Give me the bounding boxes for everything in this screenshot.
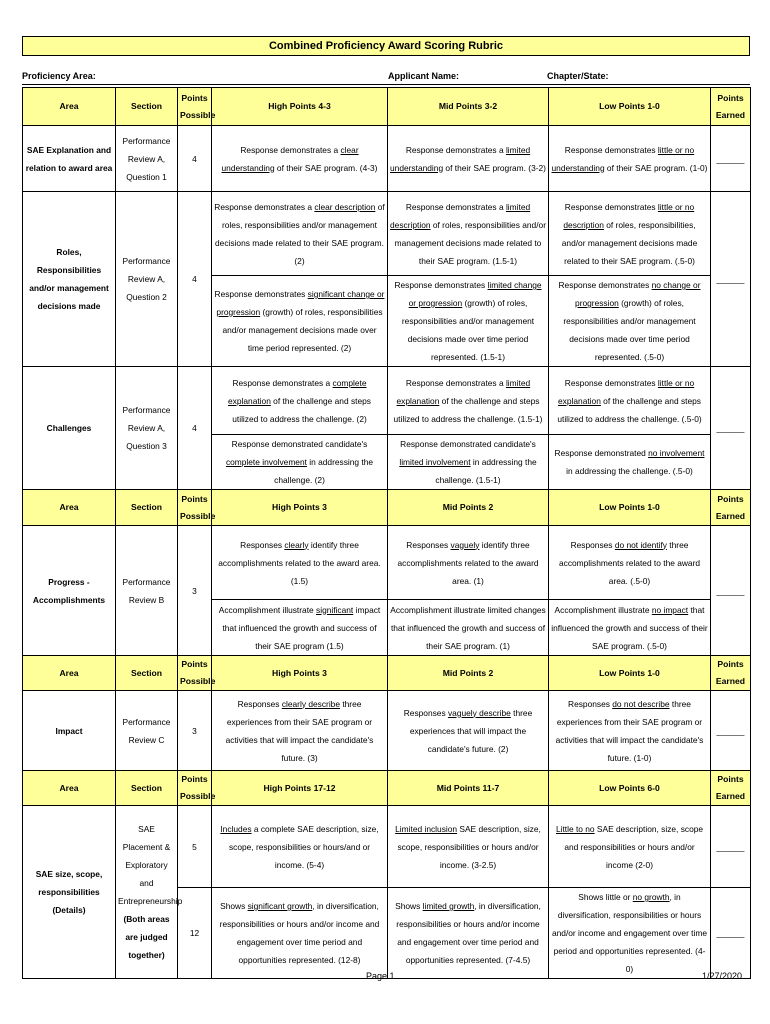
table-row	[23, 806, 751, 888]
high-criteria: Includes a complete SAE description, size, scope, responsibilities or hours/and or income. (5-4)	[212, 806, 388, 888]
header-divider	[22, 84, 750, 85]
section-header: Section	[116, 656, 178, 691]
low-points-header: Low Points 6-0	[549, 771, 711, 806]
low-criteria: Response demonstrated no involvement in addressing the challenge. (.5-0)	[549, 435, 711, 490]
high-criteria: Responses clearly describe three experiences from their SAE program or activities that will impact the candidate's future. (3)	[212, 691, 388, 771]
section-cell: Performance Review A, Question 2	[116, 192, 178, 367]
section-cell: Performance Review A, Question 1	[116, 126, 178, 192]
section-cell: Performance Review C	[116, 691, 178, 771]
points-earned-blank[interactable]: ______	[711, 126, 751, 192]
points-earned-header: Points Earned	[711, 656, 751, 691]
points-possible-cell: 12	[178, 888, 212, 979]
section-header-row	[23, 88, 751, 126]
low-criteria: Accomplishment illustrate no impact that influenced the growth and success of their SAE program. (.5-0)	[549, 600, 711, 656]
mid-points-header: Mid Points 11-7	[388, 771, 549, 806]
low-criteria: Little to no SAE description, size, scope and responsibilities or hours and/or income (2-0)	[549, 806, 711, 888]
low-criteria: Response demonstrates little or no description of roles, responsibilities, and/or management decisions made related to their SAE program. (.5-0)	[549, 192, 711, 276]
area-cell: Roles, Responsibilities and/or management decisions made	[23, 192, 116, 367]
high-points-header: High Points 3	[212, 656, 388, 691]
points-possible-cell: 5	[178, 806, 212, 888]
high-criteria: Shows significant growth, in diversification, responsibilities or hours and/or income and engagement over time period and opportunities represented. (12-8)	[212, 888, 388, 979]
table-row	[23, 367, 751, 435]
area-cell: SAE Explanation and relation to award area	[23, 126, 116, 192]
section-header-row	[23, 771, 751, 806]
mid-points-header: Mid Points 3-2	[388, 88, 549, 126]
low-points-header: Low Points 1-0	[549, 490, 711, 526]
high-criteria: Responses clearly identify three accomplishments related to the award area. (1.5)	[212, 526, 388, 600]
area-cell: Progress - Accomplishments	[23, 526, 116, 656]
high-criteria: Response demonstrates a clear description of roles, responsibilities and/or management decisions made related to their SAE program. (2)	[212, 192, 388, 276]
points-earned-header: Points Earned	[711, 771, 751, 806]
table-row	[23, 526, 751, 600]
section-header-row	[23, 490, 751, 526]
mid-criteria: Response demonstrates a limited understanding of their SAE program. (3-2)	[388, 126, 549, 192]
points-possible-cell: 4	[178, 192, 212, 367]
mid-criteria: Response demonstrates a limited description of roles, responsibilities and/or management decisions made related to their SAE program. (1.5-1)	[388, 192, 549, 276]
points-earned-blank[interactable]: ______	[711, 888, 751, 979]
proficiency-area-label: Proficiency Area:	[22, 71, 96, 81]
section-header-row	[23, 656, 751, 691]
section-cell: Performance Review A, Question 3	[116, 367, 178, 490]
points-possible-header: Points Possible	[178, 656, 212, 691]
points-possible-header: Points Possible	[178, 490, 212, 526]
area-header: Area	[23, 656, 116, 691]
section-cell: Performance Review B	[116, 526, 178, 656]
area-cell: Challenges	[23, 367, 116, 490]
area-cell: Impact	[23, 691, 116, 771]
low-criteria: Responses do not describe three experiences from their SAE program or activities that will impact the candidate's future. (1-0)	[549, 691, 711, 771]
points-possible-header: Points Possible	[178, 88, 212, 126]
mid-criteria: Accomplishment illustrate limited changes that influenced the growth and success of their SAE program. (1)	[388, 600, 549, 656]
mid-criteria: Shows limited growth, in diversification, responsibilities or hours and/or income and engagement over time period and opportunities represented. (7-4.5)	[388, 888, 549, 979]
low-points-header: Low Points 1-0	[549, 656, 711, 691]
section-cell: SAE Placement & Exploratory and Entrepreneurship (Both areas are judged together)	[116, 806, 178, 979]
mid-points-header: Mid Points 2	[388, 490, 549, 526]
high-criteria: Response demonstrated candidate's complete involvement in addressing the challenge. (2)	[212, 435, 388, 490]
mid-criteria: Responses vaguely identify three accomplishments related to the award area. (1)	[388, 526, 549, 600]
mid-criteria: Response demonstrates a limited explanation of the challenge and steps utilized to address the challenge. (1.5-1)	[388, 367, 549, 435]
points-earned-blank[interactable]: ______	[711, 526, 751, 656]
points-earned-blank[interactable]: ______	[711, 192, 751, 367]
points-earned-blank[interactable]: ______	[711, 367, 751, 490]
low-criteria: Response demonstrates no change or progression (growth) of roles, responsibilities and/or management decisions made over time period represented. (.5-0)	[549, 276, 711, 367]
high-criteria: Response demonstrates a complete explanation of the challenge and steps utilized to address the challenge. (2)	[212, 367, 388, 435]
points-earned-header: Points Earned	[711, 88, 751, 126]
section-header: Section	[116, 490, 178, 526]
mid-points-header: Mid Points 2	[388, 656, 549, 691]
page-number: Page 1	[366, 971, 395, 981]
chapter-state-label: Chapter/State:	[547, 71, 609, 81]
high-criteria: Response demonstrates significant change or progression (growth) of roles, responsibilities and/or management decisions made over time period represented. (2)	[212, 276, 388, 367]
points-possible-cell: 3	[178, 526, 212, 656]
mid-criteria: Limited inclusion SAE description, size, scope, responsibilities or hours and/or income. (3-2.5)	[388, 806, 549, 888]
area-header: Area	[23, 88, 116, 126]
footer-date: 1/27/2020	[702, 971, 743, 981]
page-title: Combined Proficiency Award Scoring Rubric	[22, 36, 750, 56]
points-possible-cell: 3	[178, 691, 212, 771]
area-header: Area	[23, 771, 116, 806]
rubric-table	[22, 87, 751, 979]
section-header: Section	[116, 88, 178, 126]
table-row	[23, 126, 751, 192]
points-possible-header: Points Possible	[178, 771, 212, 806]
low-points-header: Low Points 1-0	[549, 88, 711, 126]
mid-criteria: Response demonstrates limited change or progression (growth) of roles, responsibilities and/or management decisions made over time period represented. (1.5-1)	[388, 276, 549, 367]
low-criteria: Response demonstrates little or no explanation of the challenge and steps utilized to address the challenge. (.5-0)	[549, 367, 711, 435]
high-points-header: High Points 4-3	[212, 88, 388, 126]
points-earned-blank[interactable]: ______	[711, 806, 751, 888]
points-possible-cell: 4	[178, 367, 212, 490]
area-header: Area	[23, 490, 116, 526]
high-points-header: High Points 3	[212, 490, 388, 526]
mid-criteria: Responses vaguely describe three experiences that will impact the candidate's future. (2)	[388, 691, 549, 771]
area-cell: SAE size, scope, responsibilities (Details)	[23, 806, 116, 979]
low-criteria: Shows little or no growth, in diversification, responsibilities or hours and/or income and engagement over time period and opportunities represented. (4-0)	[549, 888, 711, 979]
high-criteria: Response demonstrates a clear understanding of their SAE program. (4-3)	[212, 126, 388, 192]
table-row	[23, 691, 751, 771]
section-header: Section	[116, 771, 178, 806]
high-criteria: Accomplishment illustrate significant impact that influenced the growth and success of their SAE program (1.5)	[212, 600, 388, 656]
high-points-header: High Points 17-12	[212, 771, 388, 806]
points-earned-blank[interactable]: ______	[711, 691, 751, 771]
mid-criteria: Response demonstrated candidate's limited involvement in addressing the challenge. (1.5-1)	[388, 435, 549, 490]
applicant-name-label: Applicant Name:	[388, 71, 460, 81]
table-row	[23, 192, 751, 276]
low-criteria: Response demonstrates little or no understanding of their SAE program. (1-0)	[549, 126, 711, 192]
low-criteria: Responses do not identify three accomplishments related to the award area. (.5-0)	[549, 526, 711, 600]
points-earned-header: Points Earned	[711, 490, 751, 526]
points-possible-cell: 4	[178, 126, 212, 192]
